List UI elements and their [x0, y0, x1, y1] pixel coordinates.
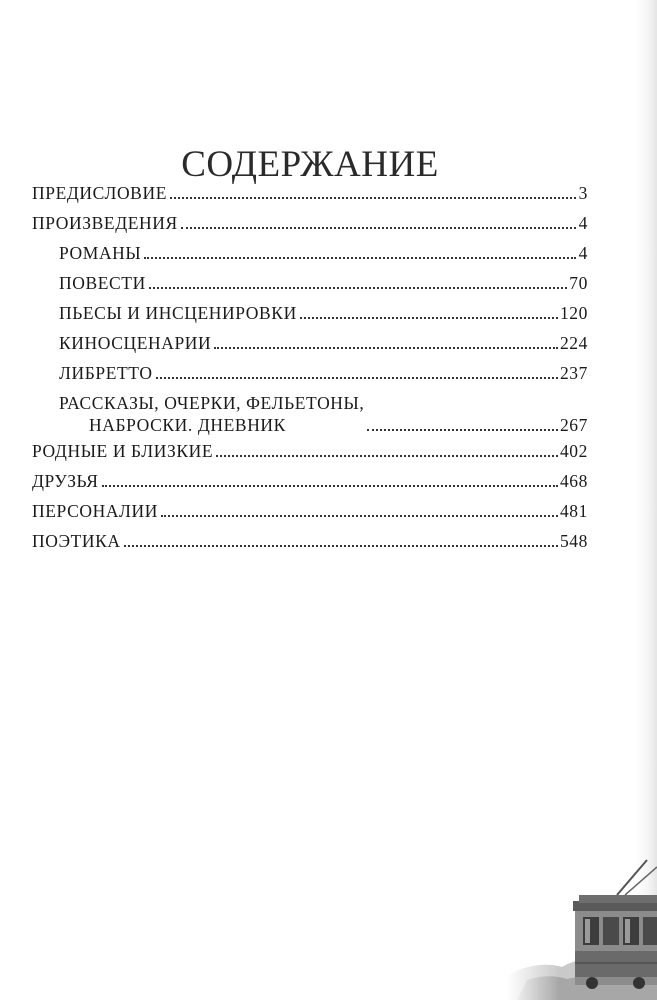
toc-entry-label: [59, 392, 364, 436]
dot-leader: [144, 256, 576, 259]
toc-subentry[interactable]: [32, 388, 588, 436]
toc-entry[interactable]: [32, 466, 588, 496]
toc-entry-label: ПРОИЗВЕДЕНИЯ: [32, 213, 178, 233]
toc-page-number: 4: [578, 243, 588, 263]
dot-leader: [367, 428, 558, 431]
page-title: СОДЕРЖАНИЕ: [181, 143, 439, 185]
tram-illustration: [507, 855, 657, 1000]
toc-entry-label: РОДНЫЕ И БЛИЗКИЕ: [32, 441, 214, 461]
toc-subentry[interactable]: [32, 298, 588, 328]
toc-page-number: 70: [569, 273, 588, 293]
toc-page-number: 468: [559, 471, 588, 491]
toc-entry-label: ПЕРСОНАЛИИ: [32, 501, 159, 521]
dot-leader: [214, 346, 558, 349]
dot-leader: [300, 316, 558, 319]
page-edge-shadow: [635, 0, 657, 1000]
toc-entry-label: КИНОСЦЕНАРИИ: [59, 333, 212, 353]
toc-page-number: 402: [559, 441, 588, 461]
toc-page-number: 237: [559, 363, 588, 383]
dot-leader: [102, 484, 558, 487]
dot-leader: [124, 544, 558, 547]
toc-entry-label-line1: РАССКАЗЫ, ОЧЕРКИ, ФЕЛЬЕТОНЫ,: [59, 393, 365, 413]
toc-page-number: 4: [578, 213, 588, 233]
toc-page-number: 224: [559, 333, 588, 353]
toc-entry-label: РОМАНЫ: [59, 243, 142, 263]
dot-leader: [170, 196, 576, 199]
toc-page-number: 267: [559, 415, 588, 435]
toc-subentry[interactable]: [32, 268, 588, 298]
dot-leader: [149, 286, 567, 289]
dot-leader: [181, 226, 576, 229]
dot-leader: [156, 376, 558, 379]
toc-entry[interactable]: [32, 436, 588, 466]
toc-entry[interactable]: [32, 526, 588, 556]
toc-subentry[interactable]: [32, 238, 588, 268]
toc-page-number: 120: [559, 303, 588, 323]
toc-entry[interactable]: [32, 178, 588, 208]
toc-page-number: 548: [559, 531, 588, 551]
toc-entry-label-line2: НАБРОСКИ. ДНЕВНИК: [89, 415, 286, 435]
toc-entry-label: ПОВЕСТИ: [59, 273, 146, 293]
dot-leader: [161, 514, 558, 517]
toc-page-number: 481: [559, 501, 588, 521]
toc-subentry[interactable]: [32, 358, 588, 388]
toc-page-number: 3: [578, 183, 588, 203]
toc-entry-label: ДРУЗЬЯ: [32, 471, 99, 491]
toc-entry-label: ПОЭТИКА: [32, 531, 121, 551]
toc-entry-label: ЛИБРЕТТО: [59, 363, 153, 383]
dot-leader: [216, 454, 558, 457]
toc-entry-label: ПЬЕСЫ И ИНСЦЕНИРОВКИ: [59, 303, 297, 323]
toc-entry[interactable]: [32, 208, 588, 238]
toc-entry[interactable]: [32, 496, 588, 526]
table-of-contents: [32, 178, 588, 556]
toc-entry-label: ПРЕДИСЛОВИЕ: [32, 183, 167, 203]
toc-subentry[interactable]: [32, 328, 588, 358]
